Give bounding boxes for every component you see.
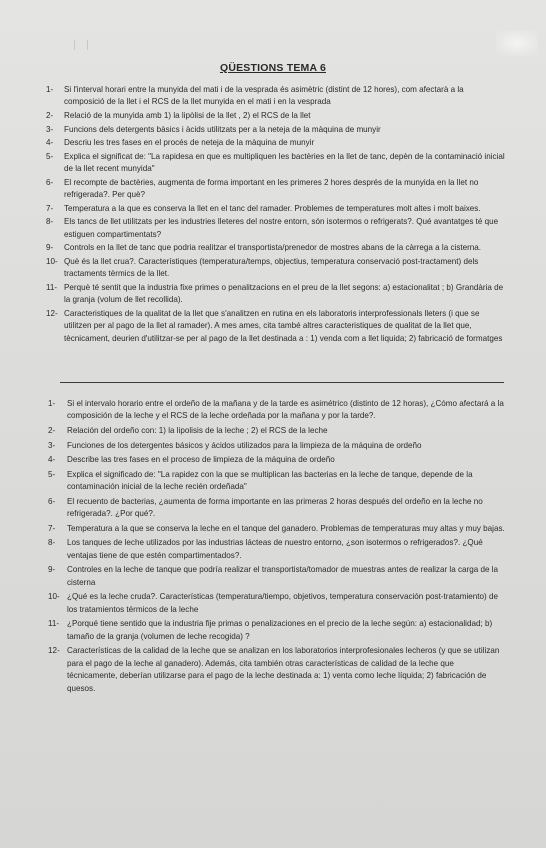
question-number: 5-: [46, 151, 54, 161]
question-item: [0, 124, 546, 136]
question-text: El recompte de bactèries, augmenta de forma important en les primeres 2 hores després de la munyida en la llet no refrigerada?. Per què?: [64, 177, 479, 200]
question-number: 10-: [48, 592, 60, 602]
question-text: Explica el significat de: "La rapidesa en que es multipliquen les bactèries en la llet de tanc, depèn de la contaminació inicial de la llet recent munyida": [64, 151, 505, 174]
question-item: [0, 308, 546, 345]
question-text: Temperatura a la que es conserva la llet en el tanc del ramader. Problemes de temperatures molt altes i molt baixes.: [64, 203, 481, 213]
question-text: Describe las tres fases en el proceso de limpieza de la máquina de ordeño: [67, 455, 335, 465]
question-item: [0, 256, 546, 281]
question-text: ¿Qué es la leche cruda?. Características (temperatura/tiempo, objetivos, temperatura conservación post-tratamiento) de los tratamientos térmicos de la leche: [67, 592, 498, 614]
question-item: [0, 84, 546, 109]
question-number: 12-: [46, 308, 58, 318]
question-text: Características de la calidad de la leche que se analizan en los laboratorios interprofesionales lecheros (y que se utilizan para el pago de la leche al ganadero). Además, cita también otras características de calidad de la leche que técnicamente, deberían utilizarse para el pago de la leche destinada a: 1) venta como leche líquida; 2) fabricación de quesos.: [67, 646, 500, 693]
question-number: 1-: [48, 399, 56, 408]
question-item: [0, 496, 546, 521]
question-item: [0, 564, 546, 589]
question-text: Si l'interval horari entre la munyida del mati i de la vesprada és asimètric (distint de 12 hores), com afectarà a la composició de la llet i el RCS de la llet munyida en el mati i en la vesprada: [64, 85, 464, 107]
question-number: 9-: [48, 565, 56, 575]
question-item: [0, 440, 546, 452]
question-text: Controles en la leche de tanque que podría realizar el transportista/tomador de muestras antes de realizar la carga de la cisterna: [67, 565, 499, 587]
question-number: 11-: [46, 282, 58, 292]
question-number: 4-: [48, 455, 56, 465]
question-item: [0, 425, 546, 437]
question-item: [0, 469, 546, 494]
question-text: Caracteristiques de la qualitat de la llet que s'analitzen en rutina en els laboratoris interprofessionals lleters (i que se utilitzen per al pago de la llet al ramader). A mes ames, cita també altres caracteristiques de qualitat de la llet que, tècnicament, deurien d'utilitzar-se per al pago de la llet destinada a : 1) venda com a llet liquida; 2) fabricació de formatges: [64, 308, 503, 343]
question-number: 10-: [46, 256, 58, 266]
question-item: [0, 110, 546, 122]
question-item: [0, 523, 546, 535]
question-item: [0, 398, 546, 423]
question-item: [0, 151, 546, 176]
catalan-question-list: [0, 84, 546, 345]
question-text: El recuento de bacterias, ¿aumenta de forma importante en las primeras 2 horas después del ordeño en la leche no refrigerada?. ¿Por qué?.: [67, 496, 483, 519]
question-item: [0, 454, 546, 466]
question-number: 5-: [48, 469, 56, 479]
question-number: 8-: [48, 538, 56, 548]
question-number: 11-: [48, 619, 60, 629]
question-text: Funcions dels detergents bàsics i àcids utilitzats per a la neteja de la màquina de munyir: [64, 124, 381, 134]
document-title: QÜESTIONS TEMA 6: [219, 62, 327, 74]
question-item: [0, 216, 546, 241]
spanish-question-list: [0, 398, 546, 695]
question-number: 6-: [46, 177, 54, 187]
question-number: 3-: [48, 440, 56, 450]
question-text: Descriu les tres fases en el procés de neteja de la màquina de munyir: [64, 138, 315, 148]
question-text: Què és la llet crua?. Característiques (temperatura/temps, objectius, temperatura conservació post-tractament) dels tractaments tèrmics de la llet.: [64, 256, 479, 279]
question-item: [0, 618, 546, 643]
question-text: ¿Porqué tiene sentido que la industria fije primas o penalizaciones en el precio de la leche según: a) estacionalidad; b) tamaño de la granja (volumen de leche recogida) ?: [67, 619, 493, 641]
question-number: 2-: [46, 111, 54, 120]
question-text: Funciones de los detergentes básicos y ácidos utilizados para la limpieza de la máquina de ordeño: [67, 440, 422, 450]
section-divider: [60, 382, 504, 383]
question-text: Relación del ordeño con: 1) la lipolisis de la leche ; 2) el RCS de la leche: [67, 426, 328, 435]
question-text: Si el intervalo horario entre el ordeño de la mañana y de la tarde es asimétrico (distinto de 12 horas), ¿Cómo afectará a la composición de la leche y el RCS de la leche ordeñada por la mañana y por la tarde?.: [67, 399, 504, 421]
question-number: 2-: [48, 426, 56, 435]
question-number: 7-: [48, 523, 56, 533]
question-number: 12-: [48, 646, 60, 656]
question-item: [0, 645, 546, 695]
question-item: [0, 242, 546, 254]
question-number: 7-: [46, 203, 54, 213]
question-number: 6-: [48, 496, 56, 506]
question-item: [0, 137, 546, 149]
question-item: [0, 177, 546, 202]
question-text: Temperatura a la que se conserva la leche en el tanque del ganadero. Problemas de temperaturas muy altas y muy bajas.: [67, 523, 505, 533]
question-item: [0, 282, 546, 307]
question-item: [0, 203, 546, 215]
paper-glare: [496, 30, 538, 56]
question-text: Relació de la munyida amb 1) la lipòlisi de la llet , 2) el RCS de la llet: [64, 111, 311, 120]
question-text: Controls en la llet de tanc que podria realitzar el transportista/prenedor de mostres abans de la càrrega a la cisterna.: [64, 243, 482, 253]
question-text: Els tancs de llet utilitzats per les industries lleteres del nostre entorn, són isotermos o refrigerats?. Qué avantatges té que estiguen compartimentats?: [64, 217, 499, 239]
question-item: [0, 591, 546, 616]
question-text: Los tanques de leche utilizados por las industrias lácteas de nuestro entorno, ¿son isotermos o refrigerados?. ¿Qué ventajas tiene de que estén compartimentados?.: [67, 538, 483, 560]
question-number: 1-: [46, 85, 54, 94]
question-number: 4-: [46, 138, 54, 148]
question-item: [0, 537, 546, 562]
question-text: Explica el significado de: "La rapidez con la que se multiplican las bacterias en la leche de tanque, depende de la contaminación inicial de la leche recién ordeñada": [67, 469, 473, 492]
question-text: Perquè té sentit que la industria fixe primes o penalitzacions en el preu de la llet segons: a) estacionalitat ; b) Grandària de la granja (volum de llet recollida).: [64, 282, 504, 305]
paper-crease-mark: [74, 40, 88, 50]
question-number: 9-: [46, 243, 54, 253]
question-number: 8-: [46, 217, 54, 227]
question-number: 3-: [46, 124, 54, 134]
